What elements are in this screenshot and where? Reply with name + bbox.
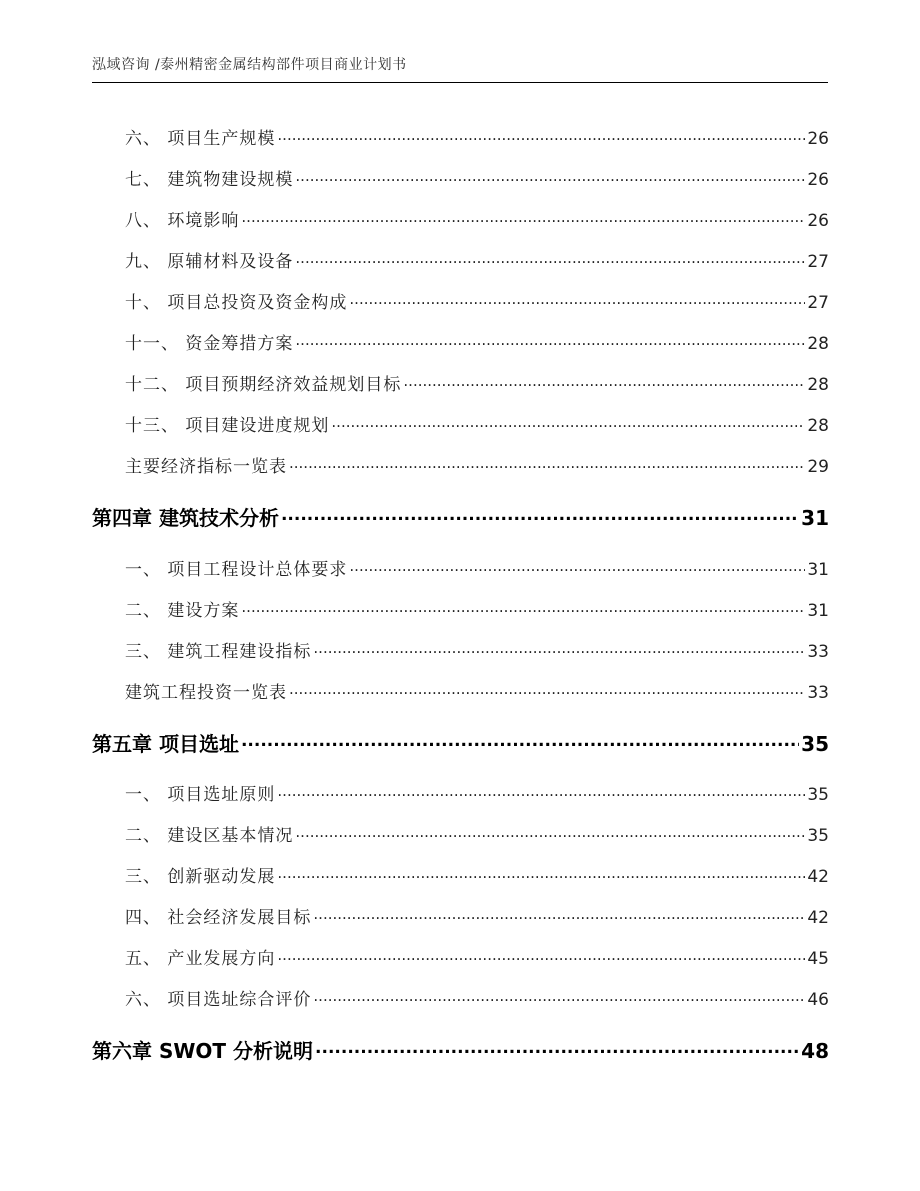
toc-entry-title: 五、 产业发展方向 — [125, 949, 276, 969]
toc-leader — [277, 865, 805, 882]
toc-entry-title: 主要经济指标一览表 — [125, 457, 287, 477]
toc-entry[interactable] — [92, 780, 829, 805]
toc-leader — [289, 455, 805, 472]
toc-entry-page: 28 — [807, 375, 829, 395]
toc-entry[interactable] — [92, 165, 829, 190]
toc-entry-title: 建筑工程投资一览表 — [125, 683, 287, 703]
toc-entry-page: 35 — [807, 826, 829, 846]
toc-entry-page: 27 — [807, 293, 829, 313]
toc-leader — [313, 906, 805, 923]
toc-entry[interactable] — [92, 862, 829, 887]
toc-entry-page: 33 — [807, 642, 829, 662]
toc-entry[interactable] — [92, 370, 829, 395]
toc-leader — [331, 414, 805, 431]
toc-entry-page: 42 — [807, 908, 829, 928]
toc-leader — [281, 505, 799, 525]
toc-entry-page: 31 — [807, 560, 829, 580]
toc-leader — [241, 599, 805, 616]
toc-chapter[interactable] — [92, 1035, 829, 1064]
toc-chapter-page: 35 — [801, 732, 829, 756]
toc-entry-page: 27 — [807, 252, 829, 272]
toc-leader — [403, 373, 805, 390]
toc-entry[interactable] — [92, 555, 829, 580]
toc-entry[interactable] — [92, 821, 829, 846]
toc-entry-page: 31 — [807, 601, 829, 621]
toc-leader — [313, 640, 805, 657]
toc-entry[interactable] — [92, 206, 829, 231]
toc-entry-title: 三、 创新驱动发展 — [125, 867, 276, 887]
toc-entry[interactable] — [92, 411, 829, 436]
toc-entry-title: 十二、 项目预期经济效益规划目标 — [125, 375, 402, 395]
toc-entry-title: 十、 项目总投资及资金构成 — [125, 293, 348, 313]
toc-leader — [315, 1038, 799, 1058]
toc-entry-title: 六、 项目生产规模 — [125, 129, 276, 149]
toc-leader — [241, 731, 799, 751]
toc-entry-title: 四、 社会经济发展目标 — [125, 908, 312, 928]
toc-chapter-title: 第五章 项目选址 — [92, 732, 239, 756]
toc-entry[interactable] — [92, 124, 829, 149]
toc-entry[interactable] — [92, 678, 829, 703]
toc-leader — [277, 127, 805, 144]
toc-entry-title: 六、 项目选址综合评价 — [125, 990, 312, 1010]
toc-entry-title: 一、 项目选址原则 — [125, 785, 276, 805]
toc-entry-page: 29 — [807, 457, 829, 477]
toc-leader — [295, 332, 805, 349]
toc-chapter-title: 第六章 SWOT 分析说明 — [92, 1039, 314, 1063]
toc-entry-title: 二、 建设方案 — [125, 601, 240, 621]
toc-entry[interactable] — [92, 637, 829, 662]
toc-entry[interactable] — [92, 247, 829, 272]
toc-entry-page: 33 — [807, 683, 829, 703]
page-header: 泓域咨询 /泰州精密金属结构部件项目商业计划书 — [92, 57, 407, 73]
toc-entry-page: 26 — [807, 211, 829, 231]
toc-entry-page: 26 — [807, 170, 829, 190]
toc-entry-title: 八、 环境影响 — [125, 211, 240, 231]
toc-entry-page: 28 — [807, 334, 829, 354]
toc-leader — [295, 824, 805, 841]
toc-leader — [295, 250, 805, 267]
toc-entry-title: 十一、 资金筹措方案 — [125, 334, 294, 354]
toc-entry[interactable] — [92, 944, 829, 969]
toc-chapter-page: 48 — [801, 1039, 829, 1063]
toc-chapter-page: 31 — [801, 506, 829, 530]
toc-entry[interactable] — [92, 903, 829, 928]
toc-entry[interactable] — [92, 985, 829, 1010]
toc-leader — [289, 681, 805, 698]
header-rule — [92, 82, 828, 83]
toc-leader — [277, 947, 805, 964]
toc-entry-title: 二、 建设区基本情况 — [125, 826, 294, 846]
toc-leader — [349, 291, 805, 308]
toc-entry-page: 42 — [807, 867, 829, 887]
toc-entry-title: 三、 建筑工程建设指标 — [125, 642, 312, 662]
toc-leader — [241, 209, 805, 226]
toc-entry-page: 28 — [807, 416, 829, 436]
toc-entry[interactable] — [92, 288, 829, 313]
toc-entry-page: 26 — [807, 129, 829, 149]
toc-chapter[interactable] — [92, 502, 829, 531]
toc-entry-page: 45 — [807, 949, 829, 969]
toc-entry-title: 一、 项目工程设计总体要求 — [125, 560, 348, 580]
toc-entry[interactable] — [92, 452, 829, 477]
toc-entry-title: 七、 建筑物建设规模 — [125, 170, 294, 190]
toc-entry[interactable] — [92, 329, 829, 354]
toc-chapter[interactable] — [92, 728, 829, 757]
toc-leader — [313, 988, 805, 1005]
toc-chapter-title: 第四章 建筑技术分析 — [92, 506, 279, 530]
toc-entry[interactable] — [92, 596, 829, 621]
toc-leader — [277, 783, 805, 800]
toc-entry-page: 35 — [807, 785, 829, 805]
toc-leader — [349, 558, 805, 575]
toc-entry-title: 九、 原辅材料及设备 — [125, 252, 294, 272]
toc-leader — [295, 168, 805, 185]
toc-entry-title: 十三、 项目建设进度规划 — [125, 416, 330, 436]
toc-entry-page: 46 — [807, 990, 829, 1010]
